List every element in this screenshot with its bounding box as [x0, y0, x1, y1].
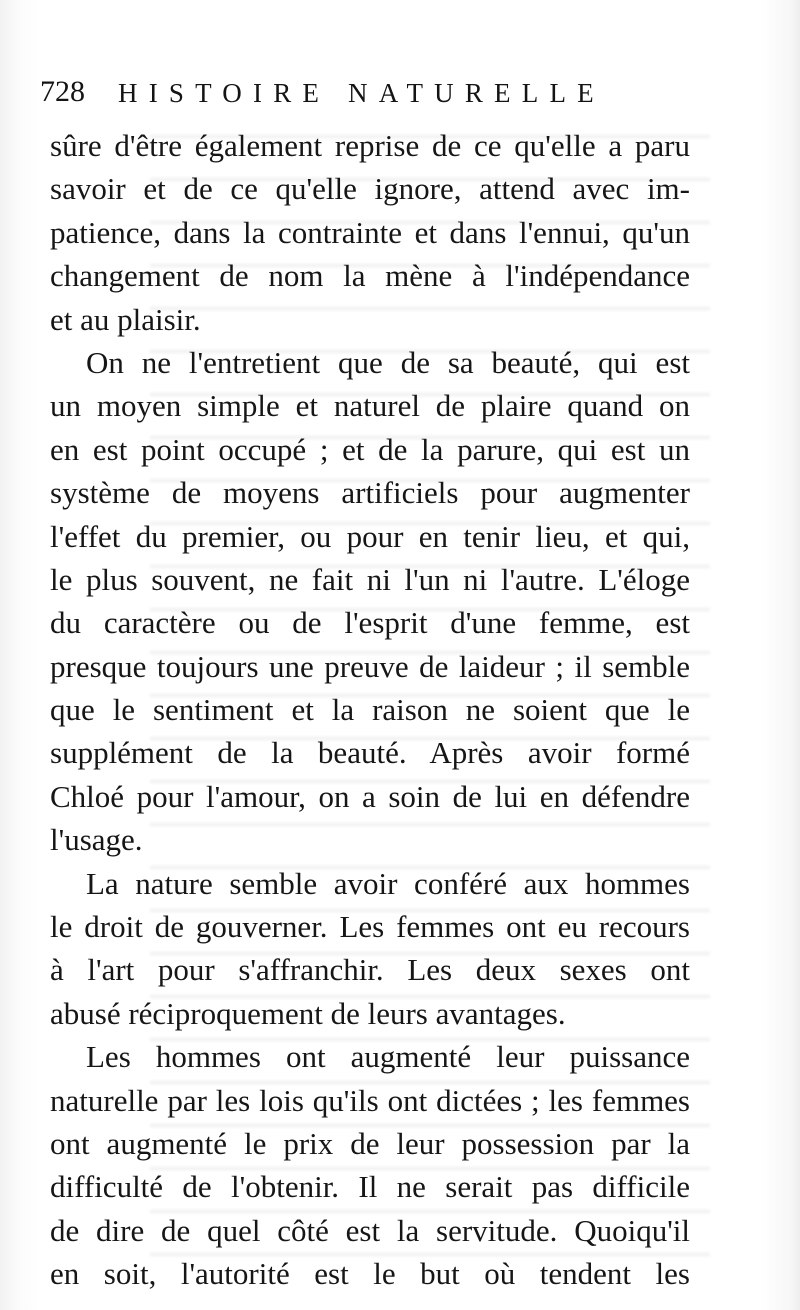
text-line: abusé réciproquement de leurs avantages. [50, 995, 566, 1031]
page-number: 728 [40, 75, 85, 108]
running-head-title: HISTOIRE NATURELLE [118, 78, 605, 108]
text-line: supplément de la beauté. Après avoir formé [50, 735, 690, 771]
text-line: Chloé pour l'amour, on a soin de lui en défendre [50, 778, 690, 814]
text-line: le droit de gouverner. Les femmes ont eu recours [50, 909, 690, 945]
text-line: l'effet du premier, ou pour en tenir lieu, et qui, [50, 518, 690, 554]
text-line: presque toujours une preuve de laideur ; il semble [50, 648, 690, 684]
text-line: à l'art pour s'affranchir. Les deux sexes ont [50, 952, 690, 988]
text-line: en soit, l'autorité est le but où tendent les [50, 1256, 690, 1292]
text-line: en est point occupé ; et de la parure, qui est un [50, 431, 690, 467]
text-line: naturelle par les lois qu'ils ont dictées ; les femmes [50, 1082, 690, 1118]
text-line: un moyen simple et naturel de plaire quand on [50, 388, 690, 424]
text-line: La nature semble avoir conféré aux hommes [86, 865, 690, 901]
text-line: changement de nom la mène à l'indépendance [50, 258, 690, 294]
text-line: patience, dans la contrainte et dans l'ennui, qu'un [50, 214, 690, 250]
text-line: du caractère ou de l'esprit d'une femme, est [50, 605, 690, 641]
text-line: On ne l'entretient que de sa beauté, qui est [86, 344, 690, 380]
text-line: le plus souvent, ne fait ni l'un ni l'autre. L'éloge [50, 561, 690, 597]
text-line: sûre d'être également reprise de ce qu'elle a paru [50, 128, 690, 163]
text-line: difficulté de l'obtenir. Il ne serait pas difficile [50, 1169, 690, 1205]
text-line: l'usage. [50, 822, 143, 858]
running-head [40, 64, 740, 114]
text-line: ont augmenté le prix de leur possession par la [50, 1125, 690, 1161]
text-line: et au plaisir. [50, 301, 201, 337]
text-line: savoir et de ce qu'elle ignore, attend avec im- [50, 171, 690, 207]
text-line: que le sentiment et la raison ne soient que le [50, 692, 690, 728]
text-line: de dire de quel côté est la servitude. Quoiqu'il [50, 1212, 690, 1248]
text-line: système de moyens artificiels pour augmenter [50, 475, 690, 511]
text-line: Les hommes ont augmenté leur puissance [86, 1039, 690, 1075]
body-text [50, 124, 690, 1296]
